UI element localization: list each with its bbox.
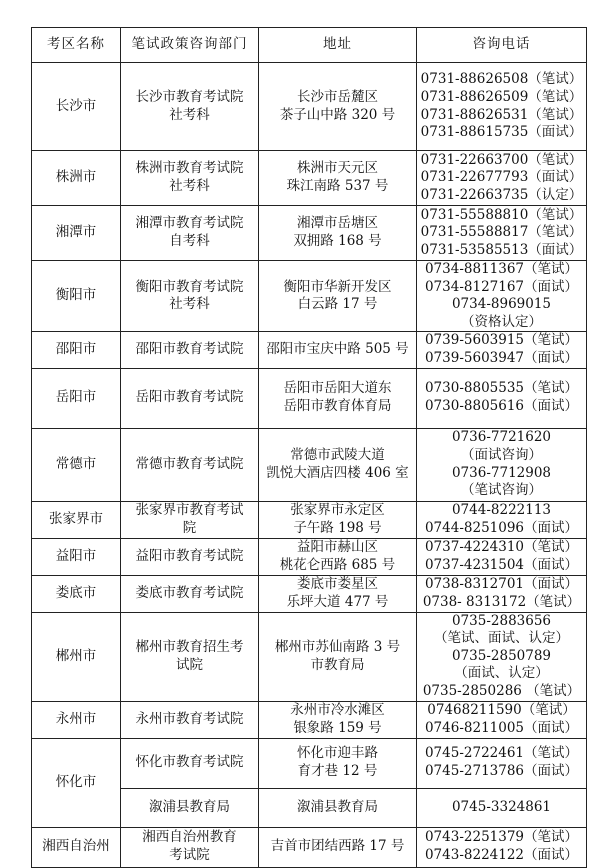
region-cell xyxy=(32,151,121,206)
dept-cell-line: 邵阳市教育考试院 xyxy=(135,341,244,358)
region-cell xyxy=(32,63,121,151)
address-cell xyxy=(259,501,417,538)
dept-cell-line: 考试院 xyxy=(169,847,210,864)
address-cell-line: 娄底市娄星区 xyxy=(297,575,378,592)
dept-cell-line: 院 xyxy=(182,519,197,536)
phone-cell-line: 0735-2850789 xyxy=(451,647,552,664)
region-cell xyxy=(32,428,121,501)
dept-cell-line: 永州市教育考试院 xyxy=(135,710,244,727)
dept-cell-line: 娄底市教育考试院 xyxy=(135,584,244,601)
phone-cell-line: 0731-88615735（面试） xyxy=(420,124,583,141)
table-row xyxy=(32,701,587,738)
dept-cell-line: 湘西自治州教育 xyxy=(142,829,237,846)
phone-cell-line: 0745-2713786（面试） xyxy=(424,763,579,780)
dept-cell xyxy=(121,575,259,612)
region-cell xyxy=(32,332,121,368)
region-cell xyxy=(32,261,121,332)
dept-cell xyxy=(121,206,259,261)
dept-cell xyxy=(121,428,259,501)
phone-cell xyxy=(417,538,587,575)
region-cell-line: 长沙市 xyxy=(55,97,97,114)
address-cell-line: 茶子山中路 320 号 xyxy=(279,106,396,123)
dept-cell xyxy=(121,738,259,788)
phone-cell-line: 0734-8811367（笔试） xyxy=(424,261,579,277)
table-row xyxy=(32,261,587,332)
address-cell xyxy=(259,788,417,827)
phone-cell xyxy=(417,332,587,368)
region-cell-line: 郴州市 xyxy=(55,647,97,664)
phone-cell-line: 0738-8312701（面试） xyxy=(424,575,579,592)
phone-cell-line: （笔试咨询） xyxy=(461,482,542,499)
phone-cell-line: 0736-7712908 xyxy=(451,464,552,481)
region-cell xyxy=(32,501,121,538)
phone-cell-line: 0731-53585513（面试） xyxy=(420,241,583,258)
phone-cell-line: 0731-22663735（认定） xyxy=(420,186,583,203)
phone-cell xyxy=(417,151,587,206)
table-row xyxy=(32,151,587,206)
header-phone: 咨询电话 xyxy=(417,28,587,63)
address-cell-line: 株洲市天元区 xyxy=(297,160,378,177)
dept-cell-line: 社考科 xyxy=(169,296,210,313)
address-cell xyxy=(259,428,417,501)
dept-cell xyxy=(121,788,259,827)
table-row xyxy=(32,206,587,261)
address-cell-line: 市教育局 xyxy=(310,656,365,673)
dept-cell-line: 溆浦县教育局 xyxy=(149,798,230,815)
address-cell-line: 银象路 159 号 xyxy=(293,719,382,736)
address-cell-line: 乐坪大道 477 号 xyxy=(286,593,389,610)
region-cell-line: 邵阳市 xyxy=(55,341,97,358)
address-cell xyxy=(259,575,417,612)
address-cell-line: 吉首市团结西路 17 号 xyxy=(270,838,405,855)
region-cell xyxy=(32,538,121,575)
phone-cell-line: 0738- 8313172（笔试） xyxy=(422,593,581,610)
dept-cell-line: 张家界市教育考试 xyxy=(135,501,244,518)
address-cell-line: 永州市冷水滩区 xyxy=(290,701,385,718)
address-cell-line: 湘潭市岳塘区 xyxy=(297,215,378,232)
region-cell-line: 娄底市 xyxy=(55,584,97,601)
dept-cell-line: 社考科 xyxy=(169,106,210,123)
region-cell xyxy=(32,575,121,612)
table-row xyxy=(32,332,587,368)
address-cell xyxy=(259,261,417,332)
address-cell-line: 双拥路 168 号 xyxy=(293,233,382,249)
phone-cell-line: （资格认定） xyxy=(461,313,542,330)
dept-cell xyxy=(121,612,259,701)
header-row xyxy=(32,28,587,63)
dept-cell-line: 岳阳市教育考试院 xyxy=(135,389,244,406)
dept-cell-line: 自考科 xyxy=(169,233,210,249)
region-cell xyxy=(32,738,121,827)
table-row xyxy=(32,575,587,612)
address-cell-line: 张家界市永定区 xyxy=(290,501,385,518)
phone-cell-line: 0731-22663700（笔试） xyxy=(420,151,583,168)
region-cell xyxy=(32,368,121,428)
dept-cell-line: 长沙市教育考试院 xyxy=(135,88,244,105)
dept-cell xyxy=(121,701,259,738)
header-region: 考区名称 xyxy=(32,28,121,63)
table-row xyxy=(32,63,587,151)
region-cell xyxy=(32,206,121,261)
region-cell-line: 湘西自治州 xyxy=(42,838,110,855)
table-row xyxy=(32,612,587,701)
address-cell xyxy=(259,612,417,701)
address-cell xyxy=(259,206,417,261)
phone-cell xyxy=(417,738,587,788)
phone-cell xyxy=(417,63,587,151)
dept-cell-line: 社考科 xyxy=(169,178,210,194)
address-cell-line: 常德市武陵大道 xyxy=(290,446,385,463)
address-cell-line: 益阳市赫山区 xyxy=(297,538,378,555)
dept-cell-line: 常德市教育考试院 xyxy=(135,455,244,472)
table-row xyxy=(32,827,587,867)
dept-cell-line: 怀化市教育考试院 xyxy=(135,754,244,771)
dept-cell xyxy=(121,501,259,538)
region-cell-line: 常德市 xyxy=(55,455,97,472)
dept-cell-line: 郴州市教育招生考 xyxy=(135,638,244,655)
address-cell-line: 育才巷 12 号 xyxy=(297,763,378,780)
dept-cell xyxy=(121,332,259,368)
header-dept: 笔试政策咨询部门 xyxy=(121,28,259,63)
address-cell xyxy=(259,368,417,428)
address-cell-line: 桃花仑西路 685 号 xyxy=(279,556,396,573)
phone-cell-line: 0739-5603947（面试） xyxy=(424,349,579,366)
phone-cell-line: （面试咨询） xyxy=(461,446,542,463)
region-cell-line: 永州市 xyxy=(55,710,97,727)
phone-cell xyxy=(417,368,587,428)
dept-cell xyxy=(121,368,259,428)
address-cell-line: 溆浦县教育局 xyxy=(297,798,378,815)
phone-cell-line: （笔试、面试、认定） xyxy=(434,630,569,647)
address-cell-line: 子午路 198 号 xyxy=(293,519,382,536)
phone-cell-line: 0746-8211005（面试） xyxy=(424,719,579,736)
phone-cell-line: 0735-2850286 （笔试） xyxy=(422,682,581,699)
phone-cell-line: 07468211590（笔试） xyxy=(427,701,576,718)
phone-cell-line: 0731-55588817（笔试） xyxy=(420,224,583,241)
phone-cell-line: 0743-8224122（面试） xyxy=(424,847,579,864)
address-cell-line: 珠江南路 537 号 xyxy=(286,178,389,194)
phone-cell xyxy=(417,261,587,332)
address-cell-line: 岳阳市岳阳大道东 xyxy=(283,380,392,397)
region-cell xyxy=(32,701,121,738)
address-cell-line: 凯悦大酒店四楼 406 室 xyxy=(266,464,409,481)
address-cell-line: 邵阳市宝庆中路 505 号 xyxy=(266,341,409,358)
table-row xyxy=(32,538,587,575)
phone-cell-line: 0730-8805616（面试） xyxy=(424,398,579,415)
address-cell-line: 长沙市岳麓区 xyxy=(297,88,378,105)
region-cell-line: 张家界市 xyxy=(49,510,103,527)
region-cell xyxy=(32,827,121,867)
phone-cell-line: 0745-2722461（笔试） xyxy=(424,745,579,762)
address-cell-line: 衡阳市华新开发区 xyxy=(283,278,392,295)
region-cell xyxy=(32,612,121,701)
dept-cell xyxy=(121,63,259,151)
address-cell-line: 白云路 17 号 xyxy=(297,296,378,313)
phone-cell-line: 0730-8805535（笔试） xyxy=(424,380,579,397)
dept-cell-line: 试院 xyxy=(176,656,203,673)
phone-cell-line: 0731-22677793（面试） xyxy=(420,169,583,186)
phone-cell-line: （面试、认定） xyxy=(454,665,549,682)
dept-cell-line: 衡阳市教育考试院 xyxy=(135,278,244,295)
phone-cell-line: 0734-8969015 xyxy=(451,296,552,313)
region-cell-line: 湘潭市 xyxy=(55,224,97,241)
phone-cell-line: 0734-8127167（面试） xyxy=(424,278,579,295)
phone-cell-line: 0731-88626531（笔试） xyxy=(420,106,583,123)
region-cell-line: 株洲市 xyxy=(55,169,97,186)
header-address: 地址 xyxy=(259,28,417,63)
region-cell-line: 怀化市 xyxy=(55,773,97,790)
phone-cell-line: 0737-4224310（笔试） xyxy=(424,538,579,555)
phone-cell xyxy=(417,501,587,538)
table-row xyxy=(32,368,587,428)
exam-contact-table xyxy=(31,27,587,868)
phone-cell-line: 0736-7721620 xyxy=(451,429,552,446)
table-row xyxy=(32,738,587,788)
table-row xyxy=(32,501,587,538)
address-cell-line: 郴州市苏仙南路 3 号 xyxy=(274,638,401,655)
phone-cell xyxy=(417,575,587,612)
phone-cell xyxy=(417,612,587,701)
region-cell-line: 岳阳市 xyxy=(55,389,97,406)
address-cell xyxy=(259,63,417,151)
phone-cell-line: 0731-88626509（笔试） xyxy=(420,88,583,105)
phone-cell xyxy=(417,206,587,261)
address-cell-line: 岳阳市教育体育局 xyxy=(283,398,392,415)
phone-cell xyxy=(417,827,587,867)
dept-cell-line: 湘潭市教育考试院 xyxy=(135,215,244,232)
phone-cell-line: 0735-2883656 xyxy=(451,612,552,629)
phone-cell-line: 0744-8251096（面试） xyxy=(424,519,579,536)
phone-cell-line: 0744-8222113 xyxy=(451,501,552,518)
dept-cell-line: 益阳市教育考试院 xyxy=(135,547,244,564)
dept-cell xyxy=(121,261,259,332)
address-cell xyxy=(259,738,417,788)
phone-cell xyxy=(417,428,587,501)
phone-cell xyxy=(417,701,587,738)
table-row xyxy=(32,428,587,501)
phone-cell-line: 0745-3324861 xyxy=(451,798,552,815)
region-cell-line: 衡阳市 xyxy=(55,287,97,304)
address-cell xyxy=(259,538,417,575)
region-cell-line: 益阳市 xyxy=(55,547,97,564)
dept-cell-line: 株洲市教育考试院 xyxy=(135,160,244,177)
address-cell xyxy=(259,151,417,206)
phone-cell-line: 0737-4231504（面试） xyxy=(424,556,579,573)
address-cell xyxy=(259,701,417,738)
dept-cell xyxy=(121,827,259,867)
phone-cell-line: 0731-88626508（笔试） xyxy=(420,71,583,88)
phone-cell-line: 0731-55588810（笔试） xyxy=(420,206,583,223)
phone-cell-line: 0739-5603915（笔试） xyxy=(424,332,579,349)
address-cell xyxy=(259,827,417,867)
phone-cell-line: 0743-2251379（笔试） xyxy=(424,829,579,846)
phone-cell xyxy=(417,788,587,827)
address-cell xyxy=(259,332,417,368)
address-cell-line: 怀化市迎丰路 xyxy=(297,745,378,762)
dept-cell xyxy=(121,151,259,206)
dept-cell xyxy=(121,538,259,575)
